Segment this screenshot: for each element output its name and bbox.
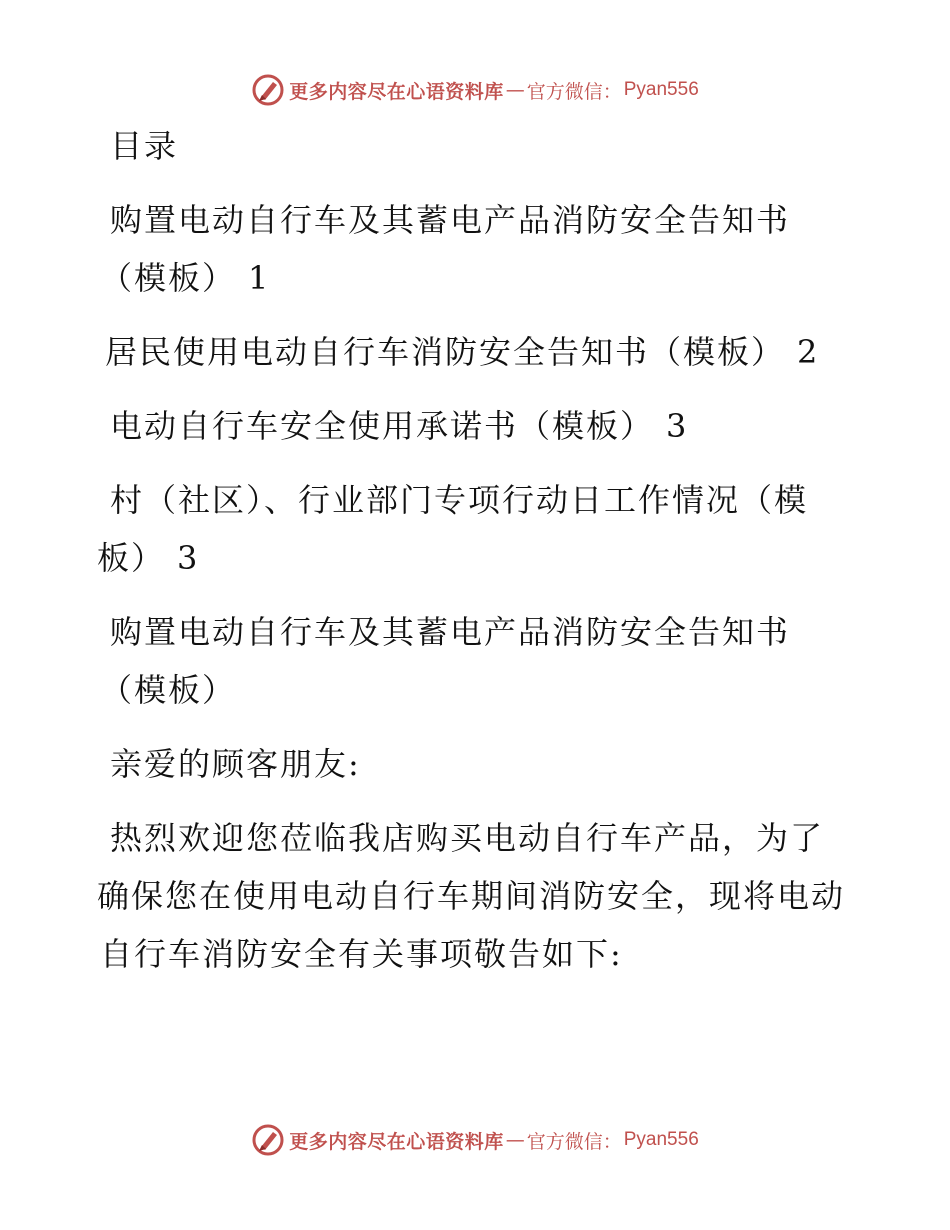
pen-logo-icon	[251, 1123, 285, 1157]
greeting: 亲爱的顾客朋友:	[110, 745, 361, 783]
paragraph-line-2: 确保您在使用电动自行车期间消防安全，现将电动	[97, 877, 846, 915]
header-banner	[0, 70, 950, 110]
toc-entry-2-page: 2	[797, 333, 820, 371]
toc-entry-1-page: 1	[248, 259, 271, 297]
banner-wechat-label: 官方微信：	[526, 80, 622, 103]
banner-separator: —	[505, 1129, 525, 1151]
pen-logo-icon	[251, 73, 285, 107]
section-title-line1: 购置电动自行车及其蓄电产品消防安全告知书	[110, 613, 791, 651]
toc-entry-3-title: 电动自行车安全使用承诺书（模板）	[110, 407, 655, 445]
banner-brand-text: 更多内容尽在心语资料库	[289, 80, 504, 103]
footer-banner	[0, 1120, 950, 1160]
toc-entry-1-line2	[100, 258, 270, 298]
toc-entry-4-page: 3	[177, 539, 200, 577]
toc-heading: 目录	[110, 127, 179, 165]
toc-entry-3	[110, 406, 688, 446]
toc-entry-3-page: 3	[666, 407, 689, 445]
banner-wechat-id: Pyan556	[623, 1129, 699, 1150]
toc-entry-1-suffix: （模板）	[100, 259, 237, 297]
banner-brand-text: 更多内容尽在心语资料库	[289, 1130, 504, 1153]
banner-wechat-id: Pyan556	[623, 79, 699, 100]
toc-entry-1-line1: 购置电动自行车及其蓄电产品消防安全告知书	[110, 201, 791, 239]
banner-separator: —	[505, 79, 525, 101]
toc-entry-4-line1: 村（社区）、行业部门专项行动日工作情况（模	[110, 481, 809, 519]
banner-wechat-label: 官方微信：	[526, 1130, 622, 1153]
paragraph-line-3: 自行车消防安全有关事项敬告如下:	[100, 935, 623, 973]
toc-entry-2-title: 居民使用电动自行车消防安全告知书（模板）	[105, 333, 786, 371]
toc-entry-4-suffix: 板）	[97, 539, 166, 577]
toc-entry-4-line2	[97, 538, 199, 578]
paragraph-line-1: 热烈欢迎您莅临我店购买电动自行车产品，为了	[110, 819, 825, 857]
section-title-line2: （模板）	[100, 671, 237, 709]
toc-entry-2	[105, 332, 819, 372]
